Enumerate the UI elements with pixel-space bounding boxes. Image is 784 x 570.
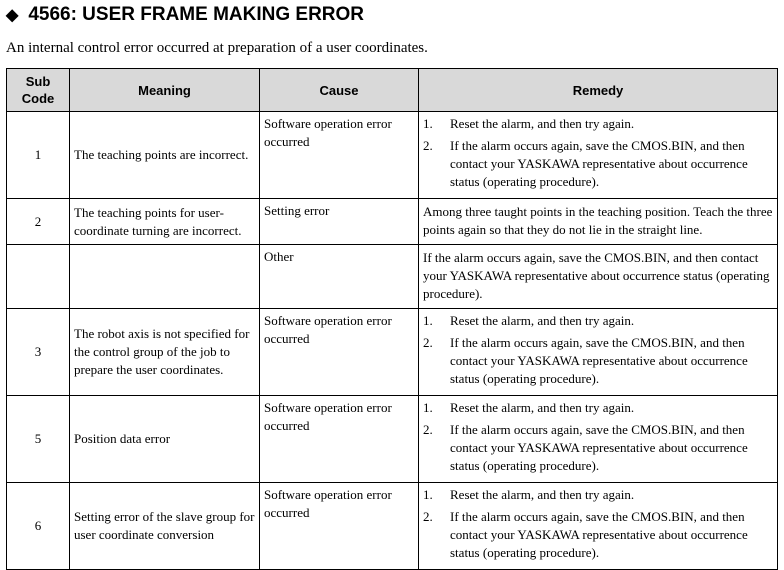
diamond-bullet-icon: ◆	[6, 7, 19, 24]
remedy-steps	[423, 399, 773, 475]
remedy-step: 1. Reset the alarm, and then try again.	[423, 487, 635, 502]
page-title	[6, 3, 364, 28]
remedy-cell: Among three taught points in the teaching position. Teach the three points again so that they do not lie in the straight line.	[419, 199, 778, 245]
header-sub-code: Sub Code	[7, 69, 70, 112]
meaning-cell: Position data error	[70, 396, 260, 483]
sub-code-cell: 3	[7, 309, 70, 396]
cause-cell: Software operation error occurred	[260, 309, 419, 396]
sub-code-cell	[7, 245, 70, 309]
table-row	[7, 309, 778, 396]
remedy-cell	[419, 309, 778, 396]
sub-code-cell: 5	[7, 396, 70, 483]
remedy-cell	[419, 112, 778, 199]
remedy-step: 2. If the alarm occurs again, save the CMOS.BIN, and then contact your YASKAWA representative about occurrence status (operating procedure).	[423, 509, 748, 560]
meaning-cell	[70, 245, 260, 309]
sub-code-cell: 2	[7, 199, 70, 245]
meaning-cell: Setting error of the slave group for user coordinate conversion	[70, 483, 260, 570]
error-table	[6, 68, 778, 570]
remedy-cell: If the alarm occurs again, save the CMOS.BIN, and then contact your YASKAWA representative about occurrence status (operating procedure).	[419, 245, 778, 309]
table-row	[7, 396, 778, 483]
table-row	[7, 112, 778, 199]
remedy-step: 1. Reset the alarm, and then try again.	[423, 313, 635, 328]
remedy-steps	[423, 312, 773, 388]
error-description: An internal control error occurred at preparation of a user coordinates.	[6, 40, 428, 56]
meaning-cell: The teaching points are incorrect.	[70, 112, 260, 199]
table-row	[7, 245, 778, 309]
header-meaning: Meaning	[70, 69, 260, 112]
sub-code-cell: 1	[7, 112, 70, 199]
sub-code-cell: 6	[7, 483, 70, 570]
cause-cell: Software operation error occurred	[260, 396, 419, 483]
remedy-step: 1. Reset the alarm, and then try again.	[423, 400, 635, 415]
remedy-steps	[423, 486, 773, 562]
remedy-cell	[419, 483, 778, 570]
meaning-cell: The robot axis is not specified for the control group of the job to prepare the user coordinates.	[70, 309, 260, 396]
table-row	[7, 199, 778, 245]
remedy-cell	[419, 396, 778, 483]
remedy-steps	[423, 115, 773, 191]
remedy-step: 2. If the alarm occurs again, save the CMOS.BIN, and then contact your YASKAWA representative about occurrence status (operating procedure).	[423, 422, 748, 473]
cause-cell: Other	[260, 245, 419, 309]
remedy-step: 2. If the alarm occurs again, save the CMOS.BIN, and then contact your YASKAWA representative about occurrence status (operating procedure).	[423, 335, 748, 386]
cause-cell: Setting error	[260, 199, 419, 245]
cause-cell: Software operation error occurred	[260, 112, 419, 199]
meaning-cell: The teaching points for user-coordinate turning are incorrect.	[70, 199, 260, 245]
cause-cell: Software operation error occurred	[260, 483, 419, 570]
table-header-row	[7, 69, 778, 112]
header-cause: Cause	[260, 69, 419, 112]
remedy-step: 2. If the alarm occurs again, save the CMOS.BIN, and then contact your YASKAWA representative about occurrence status (operating procedure).	[423, 138, 748, 189]
header-remedy: Remedy	[419, 69, 778, 112]
page-title-text: 4566: USER FRAME MAKING ERROR	[28, 4, 365, 25]
table-row	[7, 483, 778, 570]
remedy-step: 1. Reset the alarm, and then try again.	[423, 116, 635, 131]
